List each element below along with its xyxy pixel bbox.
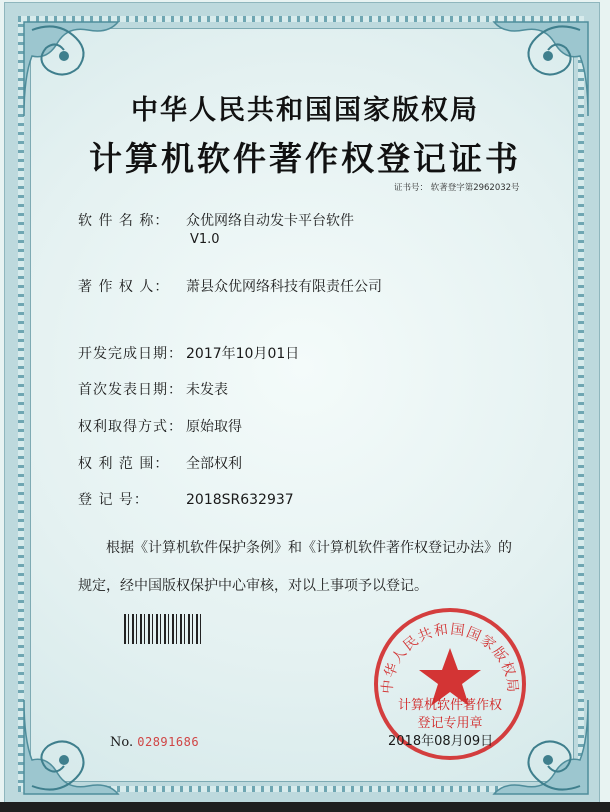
software-name-row [78, 210, 354, 247]
owner-label: 著 作 权 人： [78, 279, 170, 295]
completion-date-row [78, 343, 299, 363]
first-publish-row [78, 379, 228, 399]
certificate-number: 证书号： 软著登字第2962032号 [394, 183, 520, 193]
seal-star-icon [419, 648, 481, 706]
barcode [124, 614, 204, 644]
scan-edge-shadow [0, 802, 610, 812]
reg-no-value: 2018SR632937 [186, 492, 294, 508]
scope-value: 全部权利 [186, 456, 242, 472]
software-name-value: 众优网络自动发卡平台软件 [186, 213, 354, 229]
owner-value: 萧县众优网络科技有限责任公司 [186, 279, 382, 295]
completion-date-value: 2017年10月01日 [186, 346, 300, 362]
first-publish-label: 首次发表日期： [78, 382, 183, 398]
seal-ring-text: 中华人民共和国国家版权局 [379, 621, 521, 695]
issuing-authority-title: 中华人民共和国国家版权局 [131, 95, 479, 126]
reg-no-row [78, 489, 294, 509]
serial-number [110, 735, 199, 750]
completion-date-label: 开发完成日期： [78, 346, 183, 362]
serial-label: No. [110, 735, 134, 750]
software-version: V1.0 [190, 232, 220, 247]
acquire-method-value: 原始取得 [186, 419, 242, 435]
statement-line-1: 根据《计算机软件保护条例》和《计算机软件著作权登记办法》的 [106, 540, 512, 556]
seal-text-line-1: 计算机软件著作权 [397, 698, 502, 713]
first-publish-value: 未发表 [186, 382, 228, 398]
certificate-title: 计算机软件著作权登记证书 [89, 139, 521, 178]
scope-row [78, 453, 242, 473]
owner-row [78, 276, 382, 296]
acquire-method-label: 权利取得方式： [78, 419, 183, 435]
acquire-method-row [78, 416, 242, 436]
scope-label: 权 利 范 围： [78, 456, 170, 472]
reg-no-label: 登 记 号： [78, 492, 149, 508]
serial-value: 02891686 [137, 735, 200, 749]
issue-date: 2018年08月09日 [388, 734, 494, 749]
seal-text-line-2: 登记专用章 [417, 716, 483, 731]
software-name-label: 软 件 名 称： [78, 213, 170, 229]
statement-line-2: 规定，经中国版权保护中心审核，对以上事项予以登记。 [78, 578, 428, 594]
